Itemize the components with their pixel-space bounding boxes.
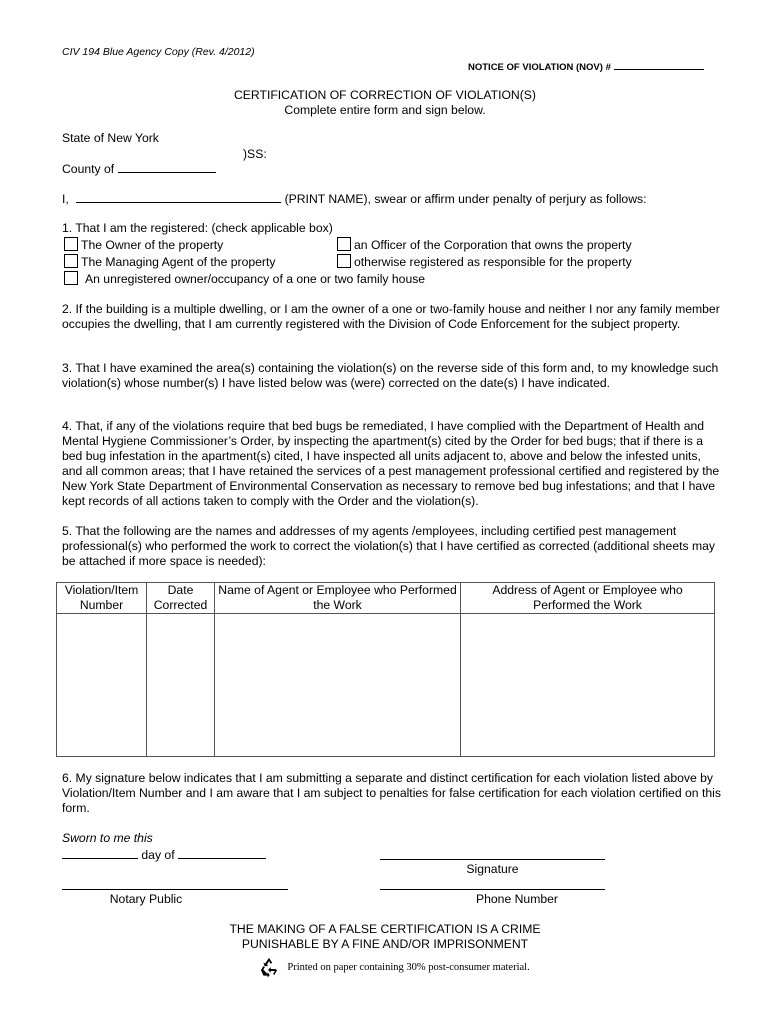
unregistered-checkbox[interactable] bbox=[64, 271, 78, 285]
printed-note bbox=[258, 956, 530, 978]
paragraph-3: 3. That I have examined the area(s) containing the violation(s) on the reverse side of this form and, to my knowledge such violation(s) whose number(s) I have listed below was (were) corrected on the date(s) I have indicated. bbox=[62, 361, 719, 390]
option-officer[interactable] bbox=[337, 237, 632, 253]
table-header-row bbox=[57, 583, 715, 614]
nov-number-blank[interactable] bbox=[614, 58, 704, 70]
col-header-violation: Violation/Item Number bbox=[57, 583, 147, 614]
paragraph-4: 4. That, if any of the violations require that bed bugs be remediated, I have complied with the Department of Health and Mental Hygiene Commissioner’s Order, by inspecting the apartment(s) cited by the Order for bed bugs; that if there is a bed bug infestation in the apartment(s) cited, I have inspected all units adjacent to, above and below the infested units, and all common areas; that I have retained the services of a pest management professional certified and registered by the New York State Department of Environmental Conservation as necessary to remove bed bug infestations; and that I have kept records of all actions taken to comply with the Order and the violation(s). bbox=[62, 419, 720, 508]
sworn-day-blank[interactable] bbox=[62, 847, 138, 859]
col-header-date: Date Corrected bbox=[147, 583, 215, 614]
phone-label: Phone Number bbox=[476, 892, 558, 906]
false-certification-warning bbox=[0, 922, 770, 952]
warning-line-1: THE MAKING OF A FALSE CERTIFICATION IS A CRIME bbox=[229, 922, 541, 936]
paragraph-6: 6. My signature below indicates that I am submitting a separate and distinct certification for each violation listed above by Violation/Item Number and I am aware that I am subject to penalties for false certification for each violation certified on this form. bbox=[62, 771, 721, 815]
col-header-agent-address: Address of Agent or Employee who Performed the Work bbox=[461, 583, 715, 614]
sworn-date-line bbox=[62, 847, 266, 863]
violation-number-cell[interactable] bbox=[57, 614, 147, 757]
recycle-icon bbox=[258, 956, 280, 978]
oath-prefix: I, bbox=[62, 192, 69, 206]
oath-suffix: (PRINT NAME), swear or affirm under penalty of perjury as follows: bbox=[284, 192, 647, 206]
sworn-label: Sworn to me this bbox=[62, 831, 153, 845]
option-officer-label: an Officer of the Corporation that owns the property bbox=[354, 238, 632, 252]
print-name-blank[interactable] bbox=[76, 191, 281, 203]
option-managing-agent-label: The Managing Agent of the property bbox=[81, 255, 276, 269]
option-otherwise-label: otherwise registered as responsible for the property bbox=[354, 255, 632, 269]
agent-address-cell[interactable] bbox=[461, 614, 715, 757]
option-unregistered[interactable] bbox=[64, 271, 425, 287]
signature-label: Signature bbox=[466, 862, 519, 876]
nov-number-field bbox=[468, 58, 704, 75]
oath-line bbox=[62, 191, 646, 207]
sworn-month-blank[interactable] bbox=[178, 847, 266, 859]
owner-checkbox[interactable] bbox=[64, 237, 78, 251]
managing-agent-checkbox[interactable] bbox=[64, 254, 78, 268]
agents-table bbox=[56, 582, 715, 757]
form-title: CERTIFICATION OF CORRECTION OF VIOLATION(S) bbox=[234, 88, 536, 102]
form-subtitle: Complete entire form and sign below. bbox=[284, 103, 486, 117]
officer-checkbox[interactable] bbox=[337, 237, 351, 251]
venue-ss: )SS: bbox=[243, 147, 267, 161]
option-otherwise[interactable] bbox=[337, 254, 632, 270]
option-unregistered-label: An unregistered owner/occupancy of a one or two family house bbox=[85, 272, 426, 286]
notary-line[interactable] bbox=[62, 889, 288, 890]
form-code: CIV 194 Blue Agency Copy (Rev. 4/2012) bbox=[62, 46, 255, 58]
day-of-label: day of bbox=[141, 848, 175, 862]
section1-heading: 1. That I am the registered: (check applicable box) bbox=[62, 221, 333, 235]
signature-line[interactable] bbox=[380, 859, 605, 860]
county-blank[interactable] bbox=[118, 161, 216, 173]
option-owner-label: The Owner of the property bbox=[81, 238, 224, 252]
printed-note-text: Printed on paper containing 30% post-consumer material. bbox=[287, 962, 530, 974]
otherwise-checkbox[interactable] bbox=[337, 254, 351, 268]
venue-county bbox=[62, 161, 216, 177]
paragraph-2: 2. If the building is a multiple dwelling, or I am the owner of a one or two-family house and neither I nor any family member occupies the dwelling, that I am currently registered with the Division of Code Enforcement for the subject property. bbox=[62, 302, 720, 331]
phone-line[interactable] bbox=[380, 889, 605, 890]
agent-name-cell[interactable] bbox=[215, 614, 461, 757]
warning-line-2: PUNISHABLE BY A FINE AND/OR IMPRISONMENT bbox=[241, 937, 529, 951]
option-managing-agent[interactable] bbox=[64, 254, 275, 270]
date-corrected-cell[interactable] bbox=[147, 614, 215, 757]
county-label: County of bbox=[62, 162, 115, 176]
nov-label: NOTICE OF VIOLATION (NOV) # bbox=[468, 62, 611, 73]
notary-label: Notary Public bbox=[109, 892, 183, 906]
venue-state: State of New York bbox=[62, 131, 159, 145]
option-owner[interactable] bbox=[64, 237, 223, 253]
col-header-agent-name: Name of Agent or Employee who Performed the Work bbox=[215, 583, 461, 614]
paragraph-5: 5. That the following are the names and addresses of my agents /employees, including certified pest management professional(s) who performed the work to correct the violation(s) that I have certified as corrected (additional sheets may be attached if more space is needed): bbox=[62, 524, 716, 568]
table-row bbox=[57, 614, 715, 757]
